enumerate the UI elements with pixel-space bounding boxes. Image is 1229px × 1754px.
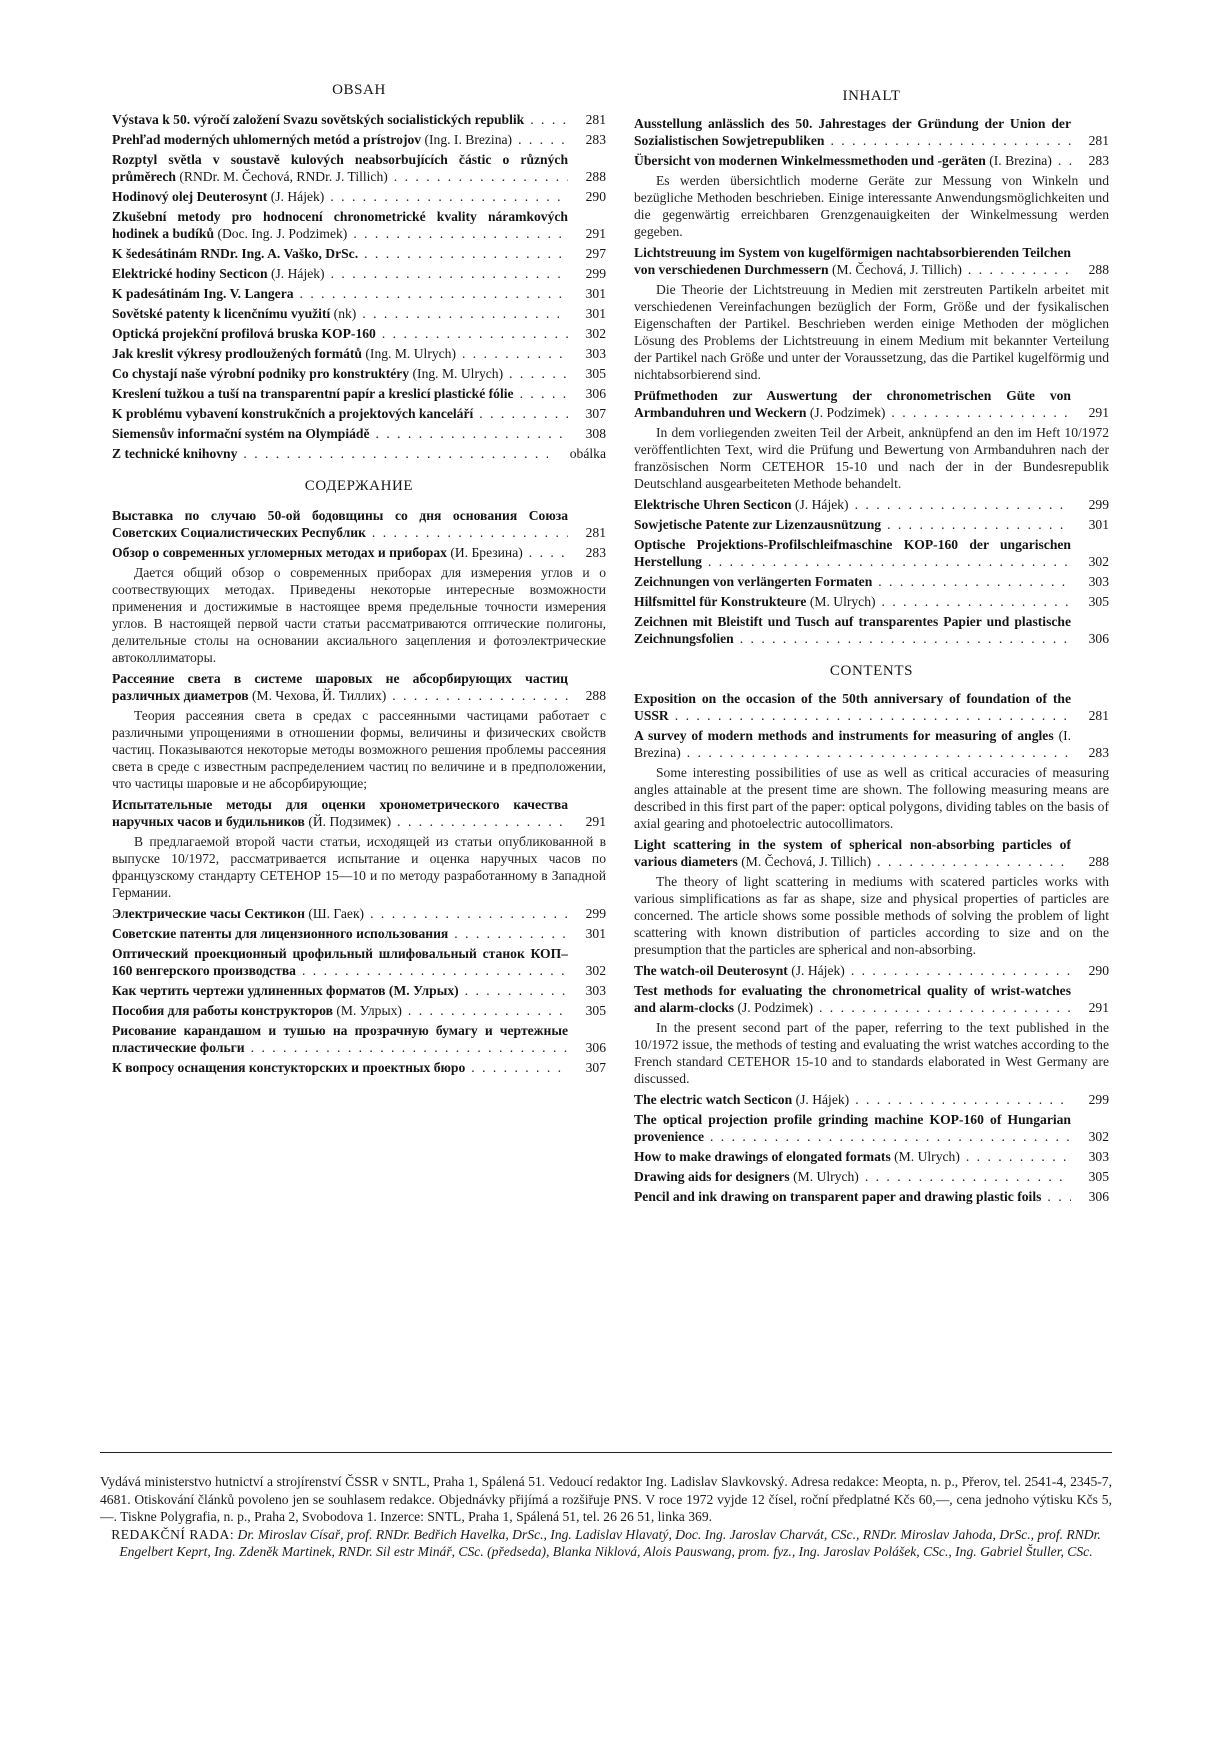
toc-entry-title bbox=[634, 244, 1071, 278]
toc-entry-title-text: The watch-oil Deuterosynt bbox=[634, 963, 788, 978]
toc-entry-page: obálka bbox=[548, 445, 606, 462]
toc-entry-title-text: Rozptyl světla v soustavě kulových neabsorbujících částic o různých průměrech bbox=[112, 152, 568, 184]
toc-entry-page: 302 bbox=[1071, 1128, 1109, 1145]
toc-entry-page: 301 bbox=[568, 925, 606, 942]
toc-entry-title bbox=[634, 1168, 1071, 1185]
toc-entry bbox=[112, 1022, 606, 1056]
toc-entry-page: 302 bbox=[1071, 553, 1109, 570]
toc-entry bbox=[112, 208, 606, 242]
toc-entry-page: 281 bbox=[568, 524, 606, 541]
toc-entry bbox=[112, 670, 606, 704]
toc-entry-title-text: K šedesátinám RNDr. Ing. A. Vaško, DrSc. bbox=[112, 246, 359, 261]
toc-entry-title bbox=[112, 1022, 568, 1056]
toc-entry-page: 305 bbox=[1071, 593, 1109, 610]
toc-entry-title bbox=[634, 962, 1071, 979]
toc-entry-title-text: Übersicht von modernen Winkelmessmethoden und -geräten bbox=[634, 153, 986, 168]
toc-entry-title bbox=[112, 111, 568, 128]
toc-entry-title-text: Рисование карандашом и тушью на прозрачную бумагу и чертежные пластические фольги bbox=[112, 1023, 568, 1055]
toc-entry-page: 291 bbox=[568, 225, 606, 242]
toc-entry-page: 306 bbox=[1071, 630, 1109, 647]
toc-entry bbox=[112, 285, 606, 302]
toc-entry-title-text: Zeichnen mit Bleistift und Tusch auf transparentes Papier und plastische Zeichnungsfolien bbox=[634, 614, 1071, 646]
toc-entry bbox=[112, 131, 606, 148]
toc-entry bbox=[634, 727, 1109, 761]
toc-entry bbox=[112, 365, 606, 382]
toc-entry bbox=[634, 1168, 1109, 1185]
toc-entry-page: 291 bbox=[1071, 404, 1109, 421]
toc-entry-page: 291 bbox=[568, 813, 606, 830]
imprint bbox=[100, 1473, 1112, 1561]
toc-entry-title-text: Выставка по случаю 50-ой бодовщины со дня основания Союза Советских Социалистических Республик bbox=[112, 508, 568, 540]
toc-entry bbox=[634, 982, 1109, 1016]
toc-entry-title bbox=[634, 982, 1071, 1016]
toc-entry bbox=[112, 445, 606, 462]
toc-entry-author: (Ing. M. Ulrych) bbox=[412, 366, 504, 381]
soderzhanie-heading: СОДЕРЖАНИЕ bbox=[304, 478, 414, 494]
publisher-info: Vydává ministerstvo hutnictví a strojírenství ČSSR v SNTL, Praha 1, Spálená 51. Vedoucí redaktor Ing. Ladislav Slavkovský. Adresa redakce: Meopta, n. p., Přerov, tel. 2541-4, 2345-7, 4681. Otiskování článků povoleno jen se souhlasem redakce. Objednávky přijímá a rozšiřuje PNS. V roce 1972 vyjde 12 čísel, roční předplatné Kčs 60,—, cena jednoho výtisku Kčs 5,—. Tiskne Polygrafia, n. p., Praha 2, Svobodova 1. Inzerce: SNTL, Praha 1, Spálená 51, tel. 26 26 51, linka 369. bbox=[100, 1474, 1112, 1524]
soderzhanie-list bbox=[112, 507, 606, 1076]
toc-entry bbox=[634, 516, 1109, 533]
toc-entry bbox=[634, 836, 1109, 870]
toc-entry-title bbox=[634, 1091, 1071, 1108]
toc-entry-title-text: Рассеяние света в системе шаровых не абсорбирующих частиц различных диаметров bbox=[112, 671, 568, 703]
toc-entry bbox=[634, 573, 1109, 590]
toc-entry-page: 303 bbox=[1071, 1148, 1109, 1165]
toc-entry-title bbox=[634, 1188, 1071, 1205]
toc-entry-title-text: Test methods for evaluating the chronometrical quality of wrist-watches and alarm-clocks bbox=[634, 983, 1071, 1015]
toc-entry-author: (I. Brezina) bbox=[634, 728, 1071, 760]
toc-entry-author: (Ing. M. Ulrych) bbox=[365, 346, 456, 361]
toc-entry-page: 291 bbox=[1071, 999, 1109, 1016]
toc-entry-title-text: Hodinový olej Deuterosynt bbox=[112, 189, 268, 204]
toc-entry-title bbox=[634, 613, 1071, 647]
toc-entry-title-text: Zeichnungen von verlängerten Formaten bbox=[634, 574, 873, 589]
toc-entry-title-text: K problému vybavení konstrukčních a projektových kanceláří bbox=[112, 406, 474, 421]
toc-entry-title bbox=[112, 796, 568, 830]
toc-entry-title bbox=[112, 982, 568, 999]
toc-entry-page: 301 bbox=[568, 285, 606, 302]
toc-entry-author: (RNDr. M. Čechová, RNDr. J. Tillich) bbox=[179, 169, 388, 184]
toc-entry-title bbox=[112, 905, 568, 922]
toc-entry-page: 303 bbox=[1071, 573, 1109, 590]
toc-entry bbox=[112, 385, 606, 402]
toc-entry-title-text: The electric watch Secticon bbox=[634, 1092, 793, 1107]
toc-entry-abstract: Die Theorie der Lichtstreuung in Medien mit zerstreuten Partikeln arbeitet mit verschiedenen Vereinfachungen bezüglich der Form, Größe und der fysikalischen Eigenschaften der Partikel. Beschrieben werden einige Methoden der möglichen Lösung des Problems der Lichtstreuung in einem Medium mit bekannter Verteilung der Partikel nach Größe und unter der Voraussetzung, das die Partikel kugelförmig und nichtabsorbierend sind. bbox=[634, 282, 1109, 382]
toc-entry-title-text: Lichtstreuung im System von kugelförmigen nachtabsorbierenden Teilchen von verschiedenen Durchmessern bbox=[634, 245, 1071, 277]
toc-entry bbox=[112, 945, 606, 979]
toc-entry-author: (М. Улрых) bbox=[336, 1003, 402, 1018]
toc-entry-author: (Doc. Ing. J. Podzimek) bbox=[217, 226, 348, 241]
toc-entry-title bbox=[112, 131, 568, 148]
toc-entry-title-text: Drawing aids for designers bbox=[634, 1169, 790, 1184]
toc-entry-title-text: Hilfsmittel für Konstrukteure bbox=[634, 594, 807, 609]
toc-entry bbox=[112, 151, 606, 185]
toc-entry bbox=[112, 925, 606, 942]
toc-entry-title bbox=[634, 152, 1071, 169]
toc-entry-page: 283 bbox=[568, 131, 606, 148]
toc-entry-title bbox=[634, 727, 1071, 761]
toc-entry-author: (J. Hájek) bbox=[795, 1092, 850, 1107]
toc-entry-title bbox=[112, 445, 548, 462]
toc-entry-author: (И. Брезина) bbox=[450, 545, 523, 560]
toc-entry-author: (J. Hájek) bbox=[794, 497, 849, 512]
toc-entry-title bbox=[112, 345, 568, 362]
toc-entry-title-text: Sovětské patenty k licenčnímu využití bbox=[112, 306, 331, 321]
toc-entry-author: (J. Podzimek) bbox=[737, 1000, 813, 1015]
inhalt-list bbox=[634, 115, 1109, 647]
toc-entry bbox=[112, 111, 606, 128]
toc-entry-title bbox=[112, 305, 568, 322]
toc-entry-title-text: Co chystají naše výrobní podniky pro konstruktéry bbox=[112, 366, 410, 381]
toc-entry-page: 281 bbox=[1071, 707, 1109, 724]
toc-entry-title bbox=[112, 325, 568, 342]
toc-entry bbox=[112, 405, 606, 422]
toc-entry-author: (nk) bbox=[333, 306, 357, 321]
toc-entry bbox=[112, 305, 606, 322]
toc-entry-page: 299 bbox=[1071, 1091, 1109, 1108]
toc-entry bbox=[112, 265, 606, 282]
toc-entry-page: 297 bbox=[568, 245, 606, 262]
inhalt-heading: INHALT bbox=[842, 88, 901, 104]
toc-entry bbox=[634, 115, 1109, 149]
toc-entry-page: 281 bbox=[568, 111, 606, 128]
toc-entry-page: 281 bbox=[1071, 132, 1109, 149]
toc-entry-page: 303 bbox=[568, 982, 606, 999]
toc-entry-page: 306 bbox=[568, 385, 606, 402]
toc-entry-page: 288 bbox=[568, 168, 606, 185]
toc-entry-title bbox=[112, 544, 568, 561]
toc-entry-title bbox=[112, 1059, 568, 1076]
toc-entry-page: 288 bbox=[1071, 261, 1109, 278]
toc-entry-title bbox=[634, 690, 1071, 724]
toc-entry-title bbox=[634, 593, 1071, 610]
toc-entry-author: (Й. Подзимек) bbox=[308, 814, 392, 829]
toc-entry bbox=[634, 536, 1109, 570]
toc-entry-page: 288 bbox=[568, 687, 606, 704]
toc-entry-title bbox=[634, 573, 1071, 590]
toc-entry bbox=[112, 425, 606, 442]
toc-entry-author: (M. Čechová, J. Tillich) bbox=[832, 262, 962, 277]
toc-entry-title-text: Как чертить чертежи удлиненных форматов (М. Улрых) bbox=[112, 983, 459, 998]
toc-entry-title-text: К вопросу оснащения констукторских и проектных бюро bbox=[112, 1060, 466, 1075]
toc-entry-title bbox=[634, 516, 1071, 533]
toc-entry-title-text: Výstava k 50. výročí založení Svazu sovětských socialistických republik bbox=[112, 112, 525, 127]
editorial-board bbox=[100, 1526, 1112, 1561]
toc-entry-page: 302 bbox=[568, 962, 606, 979]
toc-entry-author: (J. Hájek) bbox=[791, 963, 845, 978]
toc-entry-author: (М. Чехова, Й. Тиллих) bbox=[252, 688, 387, 703]
toc-entry-title bbox=[634, 536, 1071, 570]
toc-entry bbox=[112, 245, 606, 262]
toc-entry bbox=[634, 152, 1109, 169]
toc-entry bbox=[634, 690, 1109, 724]
toc-entry-page: 307 bbox=[568, 1059, 606, 1076]
toc-entry-title bbox=[634, 1111, 1071, 1145]
toc-entry-title-text: Optische Projektions-Profilschleifmaschine KOP-160 der ungarischen Herstellung bbox=[634, 537, 1071, 569]
toc-entry-title-text: Оптический проекционный црофильный шлифовальный станок КОП–160 венгерского производства bbox=[112, 946, 568, 978]
toc-entry-abstract: Some interesting possibilities of use as well as critical accuracies of measuring angles attainable at the present time are shown. The following measuring means are described in this first part of the paper: optical polygons, dividing tables on the basis of axial gearing and photoelectric autocollimators. bbox=[634, 765, 1109, 831]
toc-entry-page: 308 bbox=[568, 425, 606, 442]
toc-entry-abstract: Es werden übersichtlich moderne Geräte zur Messung von Winkeln und bezügliche Methoden beschrieben. Einige interessante Anwendungsmöglichkeiten und die gegenwärtig erreichbaren Grenzgenauigkeiten der Winkelmessung werden gegeben. bbox=[634, 173, 1109, 239]
toc-entry bbox=[112, 345, 606, 362]
toc-entry-title bbox=[112, 208, 568, 242]
toc-entry bbox=[112, 796, 606, 830]
toc-entry-page: 305 bbox=[568, 1002, 606, 1019]
toc-entry-title-text: Light scattering in the system of spherical non-absorbing particles of various diameters bbox=[634, 837, 1071, 869]
toc-entry-abstract: The theory of light scattering in mediums with scatered particles works with various simplifications as far as shape, size and physical properties of particles are concerned. The article shows some possible methods of solving the problem of light scattering with known distribution of particles according to size and on the presumption that the particles are spherical and non-absorbing. bbox=[634, 874, 1109, 957]
toc-entry-title-text: Jak kreslit výkresy prodloužených formátů bbox=[112, 346, 362, 361]
editorial-board-label: REDAKČNÍ RADA: bbox=[111, 1526, 235, 1542]
toc-entry-title-text: Испытательные методы для оценки хронометрического качества наручных часов и будильников bbox=[112, 797, 568, 829]
toc-entry-title bbox=[112, 188, 568, 205]
toc-entry-page: 307 bbox=[568, 405, 606, 422]
toc-entry-author: (Ing. I. Brezina) bbox=[424, 132, 513, 147]
toc-entry bbox=[112, 544, 606, 561]
toc-entry-author: (M. Ulrych) bbox=[793, 1169, 859, 1184]
toc-entry-page: 306 bbox=[1071, 1188, 1109, 1205]
toc-entry bbox=[634, 1188, 1109, 1205]
contents-heading: CONTENTS bbox=[829, 663, 914, 679]
toc-entry bbox=[634, 962, 1109, 979]
toc-entry-title-text: Exposition on the occasion of the 50th anniversary of foundation of the USSR bbox=[634, 691, 1071, 723]
toc-entry-title bbox=[112, 265, 568, 282]
toc-entry-title bbox=[634, 115, 1071, 149]
right-column bbox=[634, 88, 1109, 1208]
toc-entry-title-text: K padesátinám Ing. V. Langera bbox=[112, 286, 294, 301]
toc-entry-title-text: Elektrické hodiny Secticon bbox=[112, 266, 268, 281]
toc-entry-page: 303 bbox=[568, 345, 606, 362]
obsah-heading: OBSAH bbox=[332, 82, 386, 98]
toc-entry-title-text: Электрические часы Сектикон bbox=[112, 906, 305, 921]
toc-entry-title-text: The optical projection profile grinding machine KOP-160 of Hungarian provenience bbox=[634, 1112, 1071, 1144]
toc-entry bbox=[112, 982, 606, 999]
toc-entry-title bbox=[112, 507, 568, 541]
toc-entry bbox=[634, 496, 1109, 513]
left-column bbox=[112, 82, 606, 1079]
toc-entry-page: 306 bbox=[568, 1039, 606, 1056]
toc-entry-title bbox=[112, 385, 568, 402]
toc-entry bbox=[112, 188, 606, 205]
toc-entry-page: 283 bbox=[1071, 152, 1109, 169]
toc-entry-page: 302 bbox=[568, 325, 606, 342]
toc-entry-title-text: Sowjetische Patente zur Lizenzausnützung bbox=[634, 517, 882, 532]
toc-entry bbox=[634, 613, 1109, 647]
editorial-board-members: Dr. Miroslav Císař, prof. RNDr. Bedřich Havelka, DrSc., Ing. Ladislav Hlavatý, Doc. Ing. Jaroslav Charvát, CSc., RNDr. Miroslav Jahoda, DrSc., prof. RNDr. Engelbert Keprt, Ing. Zdeněk Martinek, RNDr. Sil estr Minář, CSc. (předseda), Blanka Niklová, Alois Pauswang, prom. fyz., Ing. Jaroslav Polášek, CSc., Ing. Gabriel Štuller, CSc. bbox=[119, 1526, 1101, 1559]
toc-entry-title-text: Ausstellung anlässlich des 50. Jahrestages der Gründung der Union der Sozialistischen Sowjetrepubliken bbox=[634, 116, 1071, 148]
toc-entry-title-text: Советские патенты для лицензионного использования bbox=[112, 926, 449, 941]
toc-entry bbox=[634, 1148, 1109, 1165]
toc-entry-title bbox=[112, 245, 568, 262]
toc-entry-title-text: Prehľad moderných uhlomerných metód a prístrojov bbox=[112, 132, 422, 147]
toc-entry-title bbox=[634, 1148, 1071, 1165]
toc-entry-author: (J. Hájek) bbox=[270, 189, 325, 204]
toc-entry-title bbox=[112, 365, 568, 382]
toc-entry-title-text: Z technické knihovny bbox=[112, 446, 238, 461]
toc-entry-title bbox=[112, 405, 568, 422]
toc-entry-abstract: В предлагаемой второй части статьи, исходящей из статьи опубликованной в выпуске 10/1972, рассматривается испытание и оценка наручных часов по французскому стандарту СЕТЕНОР 15—10 и по методу разработанному в Западной Германии. bbox=[112, 834, 606, 900]
toc-entry-title bbox=[112, 151, 568, 185]
toc-entry bbox=[634, 593, 1109, 610]
toc-entry-author: (M. Čechová, J. Tillich) bbox=[741, 854, 872, 869]
toc-entry-page: 290 bbox=[1071, 962, 1109, 979]
toc-entry-title bbox=[112, 670, 568, 704]
toc-entry bbox=[112, 325, 606, 342]
toc-entry-title bbox=[112, 425, 568, 442]
toc-entry-title-text: Prüfmethoden zur Auswertung der chronometrischen Güte von Armbanduhren und Weckern bbox=[634, 388, 1071, 420]
toc-entry-page: 299 bbox=[568, 905, 606, 922]
toc-entry-title-text: Optická projekční profilová bruska KOP-160 bbox=[112, 326, 376, 341]
toc-entry-title-text: Обзор о современных угломерных методах и приборах bbox=[112, 545, 447, 560]
toc-entry-title-text: A survey of modern methods and instruments for measuring of angles bbox=[634, 728, 1054, 743]
toc-entry-title-text: Elektrische Uhren Secticon bbox=[634, 497, 792, 512]
toc-entry-title bbox=[634, 496, 1071, 513]
toc-entry bbox=[112, 507, 606, 541]
toc-entry-author: (M. Ulrych) bbox=[894, 1149, 960, 1164]
toc-entry-title bbox=[112, 925, 568, 942]
toc-entry bbox=[634, 244, 1109, 278]
imprint-divider bbox=[100, 1452, 1112, 1453]
toc-entry-title-text: Siemensův informační systém na Olympiádě bbox=[112, 426, 370, 441]
toc-entry-title bbox=[634, 387, 1071, 421]
toc-entry-title-text: Пособия для работы конструкторов bbox=[112, 1003, 333, 1018]
toc-entry-page: 290 bbox=[568, 188, 606, 205]
toc-entry-author: (I. Brezina) bbox=[989, 153, 1052, 168]
toc-entry-author: (J. Podzimek) bbox=[809, 405, 886, 420]
toc-entry-page: 299 bbox=[1071, 496, 1109, 513]
toc-entry-page: 305 bbox=[568, 365, 606, 382]
toc-entry-title-text: Pencil and ink drawing on transparent paper and drawing plastic foils bbox=[634, 1189, 1042, 1204]
toc-entry-abstract: Теория рассеяния света в средах с рассеянными частицами работает с различными упрощениями в отношении формы, величины и физических свойств частиц. Показываются некоторые методы возможного решения проблемы рассеяния света в среде с известным распределением частиц по величине и в предположении, что частицы шаровые и не абсорбирующие; bbox=[112, 708, 606, 791]
toc-entry bbox=[634, 1091, 1109, 1108]
toc-entry-page: 299 bbox=[568, 265, 606, 282]
toc-entry-title-text: How to make drawings of elongated formats bbox=[634, 1149, 891, 1164]
toc-entry-author: (Ш. Гаек) bbox=[308, 906, 365, 921]
toc-entry-title bbox=[112, 945, 568, 979]
toc-entry bbox=[112, 1059, 606, 1076]
toc-entry-page: 301 bbox=[1071, 516, 1109, 533]
toc-entry-title bbox=[112, 285, 568, 302]
toc-entry bbox=[112, 905, 606, 922]
toc-entry-title-text: Kreslení tužkou a tuší na transparentní papír a kreslicí plastické fólie bbox=[112, 386, 514, 401]
toc-entry-page: 305 bbox=[1071, 1168, 1109, 1185]
toc-entry-abstract: In dem vorliegenden zweiten Teil der Arbeit, anknüpfend an den im Heft 10/1972 veröffentlichten Text, wird die Prüfung und Bewertung von Armbanduhren nach der französischen Norm CETEHOR 15-10 und nach der in der Bundesrepublik Deutschland ausgearbeiteten Methode behandelt. bbox=[634, 425, 1109, 491]
toc-entry bbox=[634, 1111, 1109, 1145]
toc-entry-author: (J. Hájek) bbox=[270, 266, 325, 281]
toc-entry-title-text: Zkušební metody pro hodnocení chronometrické kvality náramkových hodinek a budíků bbox=[112, 209, 568, 241]
toc-entry-author: (M. Ulrych) bbox=[809, 594, 876, 609]
toc-entry-title bbox=[112, 1002, 568, 1019]
contents-list bbox=[634, 690, 1109, 1205]
toc-entry bbox=[634, 387, 1109, 421]
toc-entry-page: 301 bbox=[568, 305, 606, 322]
toc-entry-abstract: In the present second part of the paper, referring to the text published in the 10/1972 issue, the methods of testing and evaluating the wrist watches according to the French standard CETEHOR 15-10 and to standards elaborated in West Germany are discussed. bbox=[634, 1020, 1109, 1086]
toc-entry-abstract: Дается общий обзор о современных приборах для измерения углов и о соотвествующих методах. Приведены некоторые интересные возможности применения и достижимые в настоящее время предельные точности измерения углов. В настоящей первой части статьи рассматриваются оптические полигоны, делительные столы на основании аксиального зацепления и фотоэлектрические автоколлиматоры. bbox=[112, 565, 606, 665]
toc-entry-title bbox=[634, 836, 1071, 870]
obsah-list bbox=[112, 111, 606, 462]
toc-entry bbox=[112, 1002, 606, 1019]
toc-entry-page: 283 bbox=[568, 544, 606, 561]
toc-entry-page: 288 bbox=[1071, 853, 1109, 870]
toc-entry-page: 283 bbox=[1071, 744, 1109, 761]
